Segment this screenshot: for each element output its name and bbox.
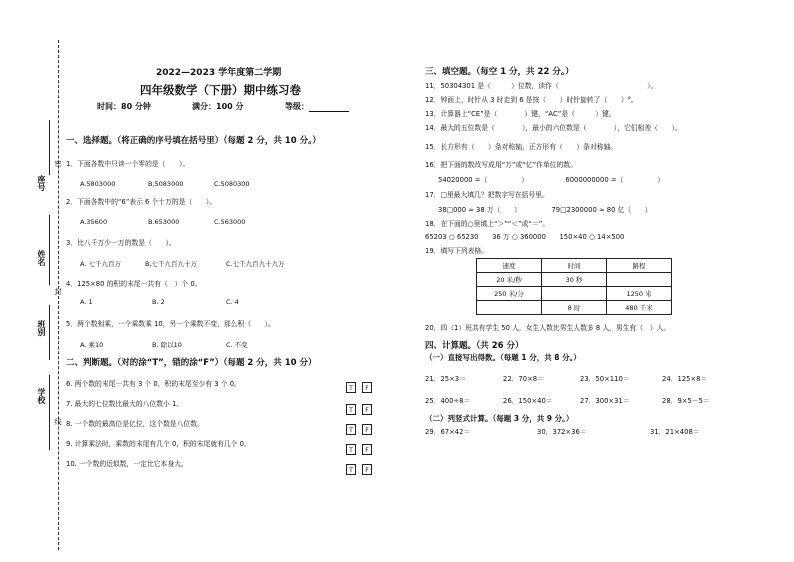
q16: 16．把下面的数改写成用“万”或“亿”作单位的数。: [425, 161, 577, 169]
grade-info: 等级：: [285, 101, 349, 112]
q18: 18．在下面的○里填上“＞”“＜”或“＝”。: [425, 220, 550, 228]
f-box[interactable]: F: [362, 424, 372, 435]
section4-heading: 四、计算题。（共 26 分）: [425, 341, 524, 351]
binding-dashed-line: [58, 40, 59, 550]
q3-opt-b: B.七千九百九十万: [145, 260, 198, 268]
t-box[interactable]: T: [346, 464, 356, 475]
table-cell[interactable]: [477, 301, 542, 315]
t-box[interactable]: T: [346, 424, 356, 435]
q3-opt-a: A. 七千九百万: [80, 260, 121, 268]
q16-items: 54020000 =（ ） 6000000000 =（ ）: [438, 176, 665, 184]
table-cell[interactable]: [542, 287, 607, 301]
mi-label: 密: [54, 160, 62, 167]
class-label: 班别: [37, 320, 46, 336]
section4-sub2: （二）列竖式计算。（每题 3 分，共 9 分。）: [425, 414, 574, 423]
q5-opt-c: C. 不变: [226, 341, 248, 349]
f-box[interactable]: F: [362, 444, 372, 455]
feng-label: 封: [54, 288, 62, 295]
q1-opt-b: B.5083000: [148, 180, 184, 188]
q10: 10. 一个数的近似数，一定比它本身大。: [66, 460, 188, 468]
table-header-time: 时间: [542, 259, 607, 273]
f-box[interactable]: F: [362, 382, 372, 393]
name-line: [49, 215, 50, 285]
q5-opt-b: B. 除以10: [152, 341, 182, 349]
table-cell: 30 秒: [542, 273, 607, 287]
q3: 3．比八千万少一万的数是（ ）。: [66, 239, 176, 247]
q8-tf: [340, 417, 372, 436]
t-box[interactable]: T: [346, 404, 356, 415]
q10-tf: [340, 457, 372, 476]
q15: 15．长方形有（ ）条对称轴，正方形有（ ）条对称轴。: [425, 143, 618, 151]
q9-tf: [340, 437, 372, 456]
q19: 19．填写下列表格。: [425, 247, 489, 255]
table-cell[interactable]: [607, 273, 672, 287]
q2-opt-a: A.35600: [80, 218, 108, 226]
q24: 24．125×8＝: [662, 375, 708, 383]
q1-opt-a: A.5803000: [80, 180, 116, 188]
q14: 14．最大的五位数是（ ），最小的六位数是（ ），它们相差（ ）。: [425, 124, 682, 132]
table-header-row: [477, 259, 672, 273]
time-info: 时间：80 分钟: [97, 102, 151, 111]
table-row: [477, 301, 672, 315]
q8: 8. 一个数的最高位是亿位，这个数是八位数。: [66, 420, 204, 428]
q1-opt-c: C.5080300: [214, 180, 250, 188]
table-cell: 1250 米: [607, 287, 672, 301]
school-line: [49, 375, 50, 450]
f-box[interactable]: F: [362, 404, 372, 415]
school-label: 学校: [37, 388, 46, 404]
xian-label: 线: [54, 418, 62, 425]
t-box[interactable]: T: [346, 444, 356, 455]
table-header-distance: 路程: [607, 259, 672, 273]
seat-label: 座号: [37, 175, 46, 191]
q4-opt-c: C. 4: [226, 298, 239, 306]
q29: 29．67×42＝: [425, 428, 471, 436]
q21: 21．25×3＝: [425, 375, 466, 383]
q6-tf: [340, 375, 372, 394]
q28: 28．9×5－5＝: [662, 397, 710, 405]
section1-heading: 一、选择题。（将正确的序号填在括号里）（每题 2 分，共 10 分。）: [66, 136, 321, 146]
q9: 9. 计算乘法时，乘数的末尾有几个 0，积的末尾就有几个 0。: [66, 440, 251, 448]
q5: 5．两个数相乘，一个乘数乘 10，另一个乘数不变，那么积（ ）。: [66, 320, 275, 328]
q1: 1．下面各数中只读一个零的是（ ）。: [66, 160, 190, 168]
q13: 13．计算器上“CE”是（ ）键，“AC”是（ ）键。: [425, 110, 616, 118]
table-cell: 20 米/秒: [477, 273, 542, 287]
q7-tf: [340, 397, 372, 416]
q4: 4．125×80 的积的末尾一共有（ ）个 0。: [66, 280, 202, 288]
section3-heading: 三、填空题。（每空 1 分，共 22 分。）: [425, 67, 574, 77]
q2-opt-c: C.563000: [214, 218, 246, 226]
q12: 12．钟面上，时针从 3 时走到 6 是按（ ）时针旋转了（ ）°。: [425, 96, 638, 104]
q25: 25．400÷8＝: [425, 397, 471, 405]
q19-table: [476, 258, 672, 315]
q27: 27．300×31＝: [580, 397, 630, 405]
exam-title: 四年级数学（下册）期中练习卷: [140, 83, 301, 97]
score-info: 满分：100 分: [192, 102, 244, 111]
table-row: [477, 273, 672, 287]
table-cell: 250 米/分: [477, 287, 542, 301]
seat-line: [49, 120, 50, 175]
q2-opt-b: B.653000: [148, 218, 180, 226]
q7: 7. 最大的七位数比最大的八位数小 1。: [66, 400, 184, 408]
q4-opt-a: A. 1: [80, 298, 93, 306]
q17: 17．□里最大填几？把数字写在括号里。: [425, 191, 549, 199]
q31: 31．21×408＝: [650, 428, 700, 436]
q4-opt-b: B. 2: [152, 298, 165, 306]
t-box[interactable]: T: [346, 382, 356, 393]
q2: 2．下面各数中的“6”表示 6 个十万的是（ ）。: [66, 198, 217, 206]
table-cell: 8 时: [542, 301, 607, 315]
table-header-speed: 速度: [477, 259, 542, 273]
section4-sub1: （一）直接写出得数。（每题 1 分，共 8 分。）: [425, 353, 581, 362]
table-cell: 480 千米: [607, 301, 672, 315]
q5-opt-a: A. 乘10: [80, 341, 104, 349]
q26: 26．150×40＝: [503, 397, 553, 405]
q17-items: 38□000 ≈ 38 万（ ） 79□2300000 ≈ 80 亿（ ）: [438, 206, 652, 214]
q6: 6. 两个数的末尾一共有 3 个 0，积的末尾至少有 3 个 0。: [66, 380, 241, 388]
q18-items: 65203 ○ 65230 36 万 ○ 360000 150×40 ○ 14×500: [425, 233, 625, 241]
name-label: 姓名: [37, 250, 46, 266]
q20: 20．四（1）班共有学生 50 人，女生人数比男生人数多 8 人，男生有（ ）人。: [425, 324, 671, 332]
q23: 23．50×110＝: [580, 375, 630, 383]
class-line: [49, 305, 50, 360]
q22: 22．70×8＝: [503, 375, 544, 383]
q30: 30．372×36＝: [537, 428, 587, 436]
section2-heading: 二、判断题。（对的涂“T”，错的涂“F”）（每题 2 分，共 10 分）: [66, 358, 317, 368]
q3-opt-c: C.七千九百九十九万: [226, 260, 285, 268]
f-box[interactable]: F: [362, 464, 372, 475]
table-row: [477, 287, 672, 301]
q11: 11．50304301 是（ ）位数，读作（ ）。: [425, 82, 658, 90]
year-line: 2022—2023 学年度第二学期: [156, 68, 282, 78]
